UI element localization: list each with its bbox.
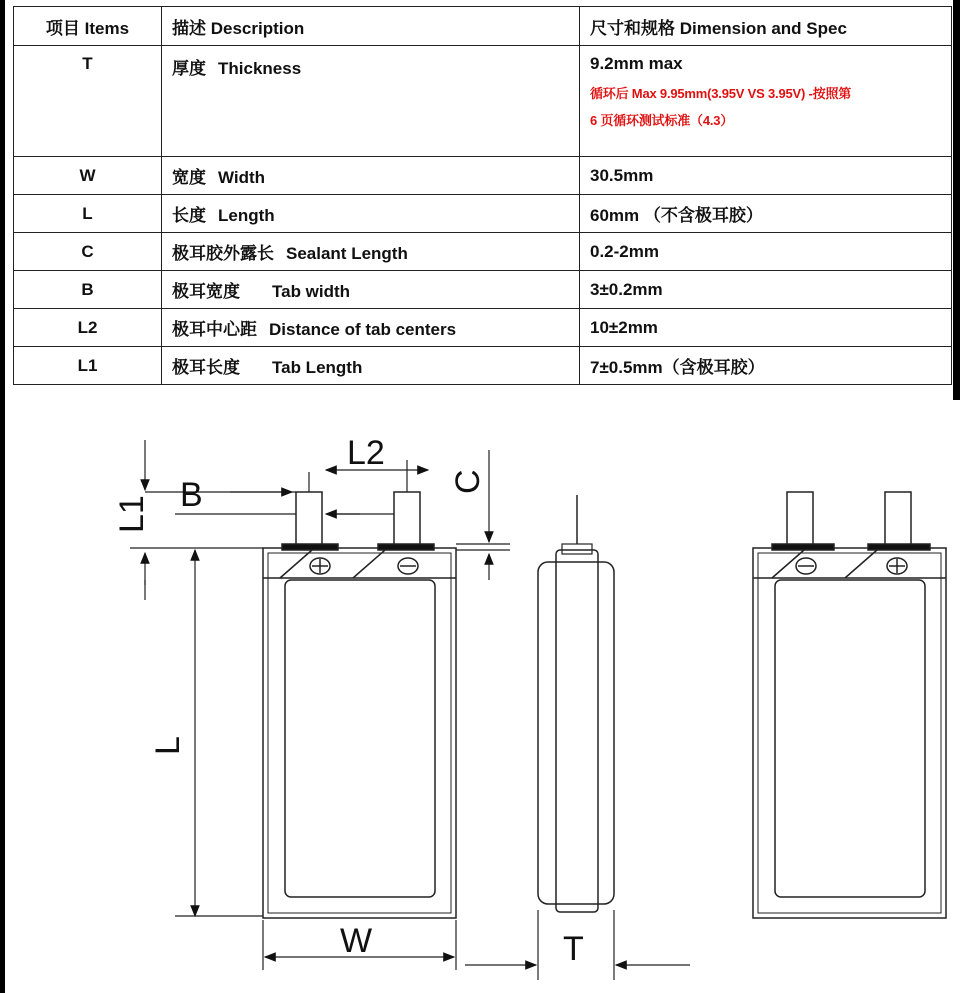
table-row (14, 195, 952, 233)
page-border-right (953, 0, 960, 400)
row-item: L1 (14, 347, 162, 385)
header-items: 项目 Items (14, 7, 162, 46)
row-value: 30.5mm (580, 157, 952, 195)
back-view (753, 492, 946, 918)
desc-cn: 极耳胶外露长 (172, 244, 274, 263)
row-item: T (14, 46, 162, 157)
front-view (263, 492, 456, 918)
label-L: L (149, 736, 187, 755)
label-C: C (449, 469, 487, 494)
row-item: L (14, 195, 162, 233)
desc-en: Sealant Length (286, 244, 408, 263)
red-note-line-2: 6 页循环测试标准（4.3） (590, 113, 734, 128)
front-cell-body (263, 548, 456, 918)
desc-cn: 宽度 (172, 168, 206, 187)
row-value: 0.2-2mm (580, 233, 952, 271)
row-item: B (14, 271, 162, 309)
sealant-left (282, 544, 338, 550)
value-main: 9.2mm max (590, 54, 683, 73)
row-description (162, 309, 580, 347)
row-description (162, 157, 580, 195)
label-L1: L1 (113, 495, 151, 533)
desc-cn: 极耳中心距 (172, 320, 257, 339)
tab-left (296, 492, 322, 546)
table-row (14, 347, 952, 385)
table-header-row (14, 7, 952, 46)
row-value (580, 46, 952, 157)
desc-en: Length (218, 206, 275, 225)
desc-cn: 极耳长度 (172, 358, 240, 377)
label-L2: L2 (347, 434, 385, 472)
front-cell-inner (285, 580, 435, 897)
row-description (162, 46, 580, 157)
label-B: B (180, 476, 203, 514)
desc-en: Width (218, 168, 266, 187)
row-description (162, 233, 580, 271)
tab-right (394, 492, 420, 546)
desc-cn: 极耳宽度 (172, 282, 240, 301)
dimension-lines (130, 440, 690, 980)
table-row (14, 271, 952, 309)
side-view (538, 495, 614, 912)
row-item: L2 (14, 309, 162, 347)
desc-en: Distance of tab centers (269, 320, 457, 339)
row-description (162, 195, 580, 233)
desc-cn: 长度 (172, 206, 206, 225)
row-description (162, 347, 580, 385)
back-cell-body (753, 548, 946, 918)
table-row (14, 309, 952, 347)
row-value: 7±0.5mm（含极耳胶） (580, 347, 952, 385)
spec-table (13, 6, 952, 385)
row-value: 3±0.2mm (580, 271, 952, 309)
row-value: 60mm （不含极耳胶） (580, 195, 952, 233)
row-description (162, 271, 580, 309)
table-row (14, 233, 952, 271)
label-T: T (563, 930, 584, 968)
desc-en: Tab Length (272, 358, 363, 377)
battery-dimension-drawing (0, 420, 960, 993)
table-row (14, 157, 952, 195)
header-description: 描述 Description (162, 7, 580, 46)
desc-cn: 厚度 (172, 59, 206, 78)
desc-en: Tab width (272, 282, 351, 301)
row-item: W (14, 157, 162, 195)
label-W: W (340, 922, 373, 960)
desc-en: Thickness (218, 59, 302, 78)
row-value: 10±2mm (580, 309, 952, 347)
row-item: C (14, 233, 162, 271)
red-note-line-1: 循环后 Max 9.95mm(3.95V VS 3.95V) -按照第 (590, 86, 852, 101)
sealant-right (378, 544, 434, 550)
side-cell-body (538, 562, 614, 904)
table-row (14, 46, 952, 157)
header-spec: 尺寸和规格 Dimension and Spec (580, 7, 952, 46)
